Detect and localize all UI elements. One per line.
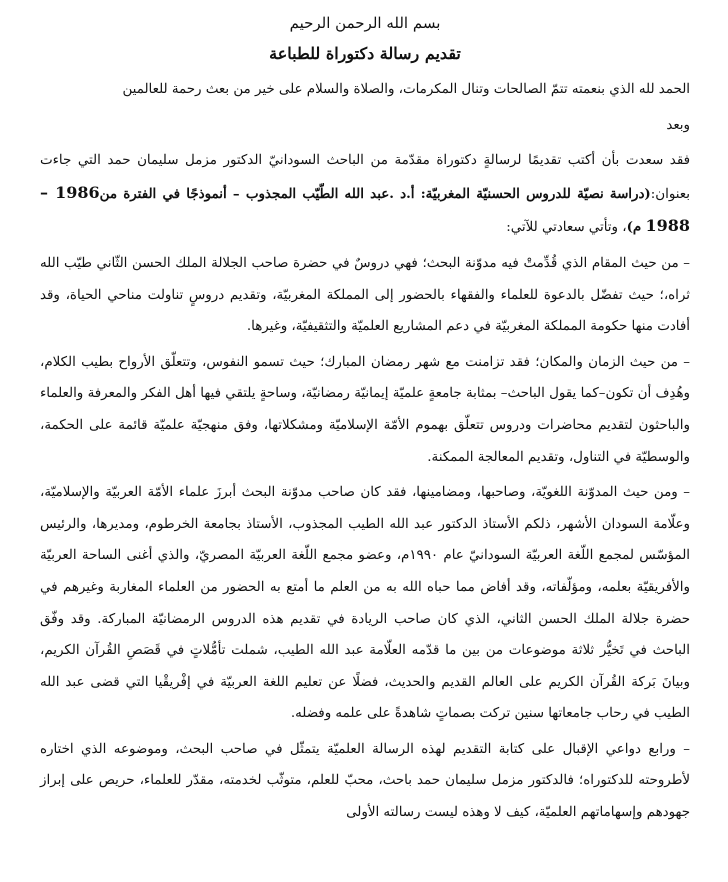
- introduction-text: فقد سعدت بأن أكتب تقديمًا لرسالةٍ دكتوراة مقدّمة من الباحث السودانيّ الدكتور مزمل سليمان حمد التي جاءت بعنوان:: [40, 153, 690, 202]
- thesis-period-suffix: م): [626, 219, 642, 236]
- transition-word: وبعد: [666, 117, 690, 133]
- thesis-period-years: 1986 – 1988: [40, 182, 690, 236]
- reason-researcher-paragraph: – ورابع دواعي الإقبال على كتابة التقديم لهذه الرسالة العلميّة يتمثّل في صاحب البحث، وموضوعه الذي اختاره لأطروحته للدكتوراه؛ فالدكتور مزمل سليمان حمد باحث، محبّ للعلم، متوثّب لخدمته، مقدّر للعلماء، حريص على إبراز جهودهم وإسهاماتهم العلميّة، كيف لا وهذه ليست رسالته الأولى: [40, 741, 690, 821]
- reason-context-paragraph: – من حيث المقام الذي قُدِّمتْ فيه مدوّنة البحث؛ فهي دروسٌ في حضرة صاحب الجلالة الملك الحسن الثّاني طيّب الله ثراه،؛ حيث تفضّل بالدعوة للعلماء والفقهاء بالحضور إلى المملكة المغربيّة، وتقديم دروسٍ تناولت مناحي الحياة، وقد أفادت منها حكومة المملكة المغربيّة في دعم المشاريع العلميّة والتثقيفيّة، وغيرها.: [40, 255, 690, 335]
- basmala-heading: بسم الله الرحمن الرحيم: [289, 14, 441, 32]
- reason-time-place-paragraph: – من حيث الزمان والمكان؛ فقد تزامنت مع شهر رمضان المبارك؛ حيث تسمو النفوس، وتتعلّق الأرواح بطيب الكلام، وهُدِف أن تكون–كما يقول الباحث– بمثابة جامعةٍ علميّة إيمانيّة رمضانيّة، وساحةٍ يلتقي فيها أهل الفكر والمعرفة والعلماء والباحثون لتقديم محاضرات ودروس تتعلّق بهموم الأمّة الإسلاميّة ومشكلاتها، وفق منهجيّة علميّة قائمة على الحكمة، والوسطيّة في التناول، وتقديم المعالجة الممكنة.: [40, 354, 690, 465]
- introduction-paragraph: [40, 145, 690, 244]
- opening-praise-paragraph: الحمد لله الذي بنعمته تتمّ الصالحات وتنال المكرمات، والصلاة والسلام على خير من بعث رحمة للعالمين: [122, 82, 690, 97]
- introduction-continuation: ، وتأتي سعادتي للآتي:: [506, 220, 627, 236]
- thesis-title-bold: (دراسة نصيّة للدروس الحسنيّة المغربيّة: أ.د .عبد الله الطّيّب المجذوب – أنموذجًا في الفترة من: [99, 185, 651, 202]
- reason-corpus-paragraph: – ومن حيث المدوّنة اللغويّة، وصاحبها، ومضامينها، فقد كان صاحب مدوّنة البحث أبرزَ علماء الأمّة العربيّة والإسلاميّة، وعلّامة السودان الأشهر، ذلكم الأستاذ الدكتور عبد الله الطيب المجذوب، الأستاذ بجامعة الخرطوم، ومديرها، والرئيس المؤسّس لمجمع اللّغة العربيّة السودانيّ عام ١٩٩٠م، وعضو مجمع اللّغة العربيّة المصريّ، والذي أغنى الساحة العربيّة والأفريقيّة بعلمه، ومؤلّفاته، وقد أفاض مما حباه الله به من العلم ما أمتع به الحضور من العلماء المغاربة وغيرهم في حضرة جلالة الملك الحسن الثاني، الذي كان صاحب الريادة في تقديم هذه الدروس الرمضانيّة المباركة. وقد وفّق الباحث في تَخيُّر ثلاثة موضوعات من بين ما قدّمه العلّامة عبد الله الطيب، شملت تأمُّلاتٍ في قَصَصِ القُرآن الكريم، وبيانَ بَركة القُرآن الكريم على العالم القديم والحديث، فضلًا عن تعليم اللغة العربيّة في إفْريقْيا التي قضى عبد الله الطيب في رحاب جامعاتها سنين تركت بصماتٍ شاهدةً على علمه وفضله.: [40, 485, 691, 722]
- document-title: تقديم رسالة دكتوراة للطباعة: [269, 44, 461, 63]
